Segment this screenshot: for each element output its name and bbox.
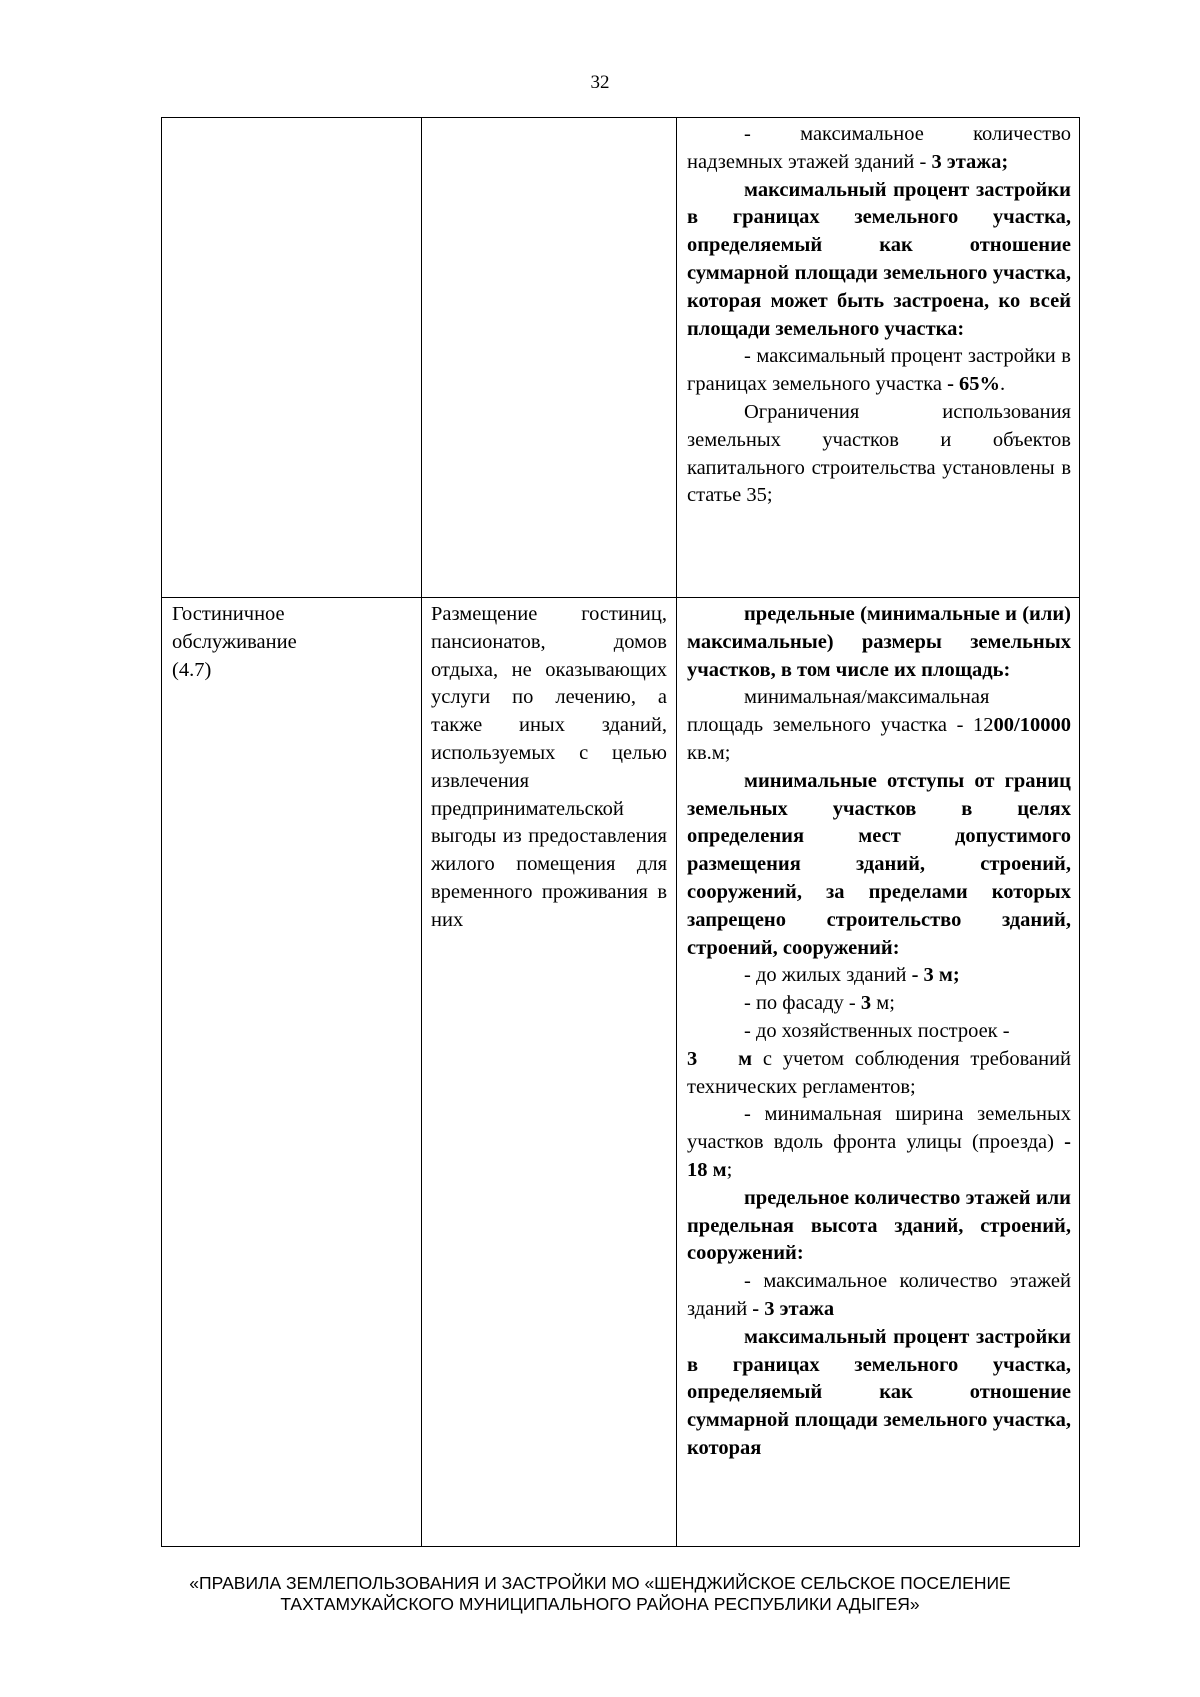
max-floors-row2-text: - максимальное количество этажей зданий bbox=[687, 1270, 1071, 1320]
plot-area-label: минимальная/максимальная bbox=[744, 686, 990, 709]
max-floors-value: 3 этажа; bbox=[931, 150, 1009, 173]
max-coverage-paragraph bbox=[687, 343, 1071, 399]
setback-facade-text: - по фасаду - bbox=[744, 992, 861, 1015]
row2-parameters-cell bbox=[687, 601, 1071, 1463]
plot-area-paragraph bbox=[687, 712, 1071, 768]
max-coverage-heading: максимальный процент застройки в границах земельного участка, определяемый как отношение суммарной площади земельного участка, которая может быть застроена, ко всей площади земельного участка: bbox=[687, 178, 1071, 340]
row-divider bbox=[162, 597, 1079, 598]
max-floors-row2-value: - 3 этажа bbox=[752, 1297, 835, 1320]
setback-outbuildings-text: - до хозяйственных построек - bbox=[744, 1019, 1010, 1042]
plot-area-text: площадь земельного участка - 12 bbox=[687, 714, 994, 737]
max-coverage-row2-heading: максимальный процент застройки в границах земельного участка, определяемый как отношение суммарной площади земельного участка, которая bbox=[687, 1325, 1071, 1459]
column-divider-2 bbox=[676, 118, 677, 1546]
max-coverage-text: - максимальный процент застройки в границах земельного участка bbox=[687, 345, 1071, 396]
setback-outbuildings-end: с учетом соблюдения требований технических регламентов; bbox=[687, 1047, 1072, 1098]
plot-area-value: 00/10000 bbox=[993, 714, 1071, 737]
document-footer bbox=[0, 1573, 1200, 1615]
footer-line-2: ТАХТАМУКАЙСКОГО МУНИЦИПАЛЬНОГО РАЙОНА РЕСПУБЛИКИ АДЫГЕЯ» bbox=[280, 1594, 920, 1614]
column-divider-1 bbox=[421, 118, 422, 1546]
min-width-value: - 18 м bbox=[687, 1131, 1071, 1181]
footer-line-1: «ПРАВИЛА ЗЕМЛЕПОЛЬЗОВАНИЯ И ЗАСТРОЙКИ МО «ШЕНДЖИЙСКОЕ СЕЛЬСКОЕ ПОСЕЛЕНИЕ bbox=[189, 1573, 1011, 1593]
setback-outbuildings-value: 3 м bbox=[687, 1047, 753, 1070]
setback-outbuildings-paragraph bbox=[687, 1046, 1071, 1102]
min-width-end: ; bbox=[726, 1158, 733, 1181]
setback-facade-unit: м; bbox=[871, 992, 895, 1015]
setback-facade bbox=[687, 990, 1071, 1018]
row2-use-type-cell bbox=[172, 601, 412, 684]
max-coverage-value: - 65% bbox=[947, 373, 1001, 396]
floors-limit-heading: предельное количество этажей или предельная высота зданий, строений, сооружений: bbox=[687, 1186, 1071, 1265]
use-type-description: Размещение гостиниц, пансионатов, домов отдыха, не оказывающих услуги по лечению, а также иных зданий, используемых с целью извлечения предпринимательской выгоды из предоставления жилого помещения для временного проживания в них bbox=[431, 603, 667, 931]
restrictions-paragraph: Ограничения использования земельных участков и объектов капитального строительства установлены в статье 35; bbox=[687, 400, 1071, 507]
setback-residential bbox=[687, 962, 1071, 990]
use-type-name: Гостиничное обслуживание bbox=[172, 603, 297, 653]
setback-residential-text: - до жилых зданий bbox=[744, 964, 912, 987]
zoning-table bbox=[161, 117, 1080, 1547]
max-floors-row2-paragraph bbox=[687, 1268, 1071, 1324]
max-floors-paragraph bbox=[687, 121, 1071, 177]
row1-parameters-cell bbox=[687, 121, 1071, 510]
setbacks-heading: минимальные отступы от границ земельных участков в целях определения мест допустимого размещения зданий, строений, сооружений, за пределами которых запрещено строительство зданий, строений, сооружений: bbox=[687, 769, 1071, 959]
max-coverage-end: . bbox=[1000, 373, 1006, 396]
max-floors-text: - максимальное количество надземных этажей зданий - bbox=[687, 123, 1071, 173]
min-width-paragraph bbox=[687, 1101, 1071, 1184]
setback-residential-value: - 3 м; bbox=[911, 964, 960, 987]
min-width-text: - минимальная ширина земельных участков вдоль фронта улицы (проезда) bbox=[687, 1103, 1071, 1154]
plot-size-heading: предельные (минимальные и (или) максимальные) размеры земельных участков, в том числе их площадь: bbox=[687, 603, 1071, 681]
setback-facade-value: 3 bbox=[860, 992, 872, 1015]
page-number: 32 bbox=[590, 72, 610, 93]
row2-description-cell bbox=[431, 601, 667, 935]
use-type-code: (4.7) bbox=[172, 658, 212, 681]
plot-area-unit: кв.м; bbox=[687, 741, 731, 764]
